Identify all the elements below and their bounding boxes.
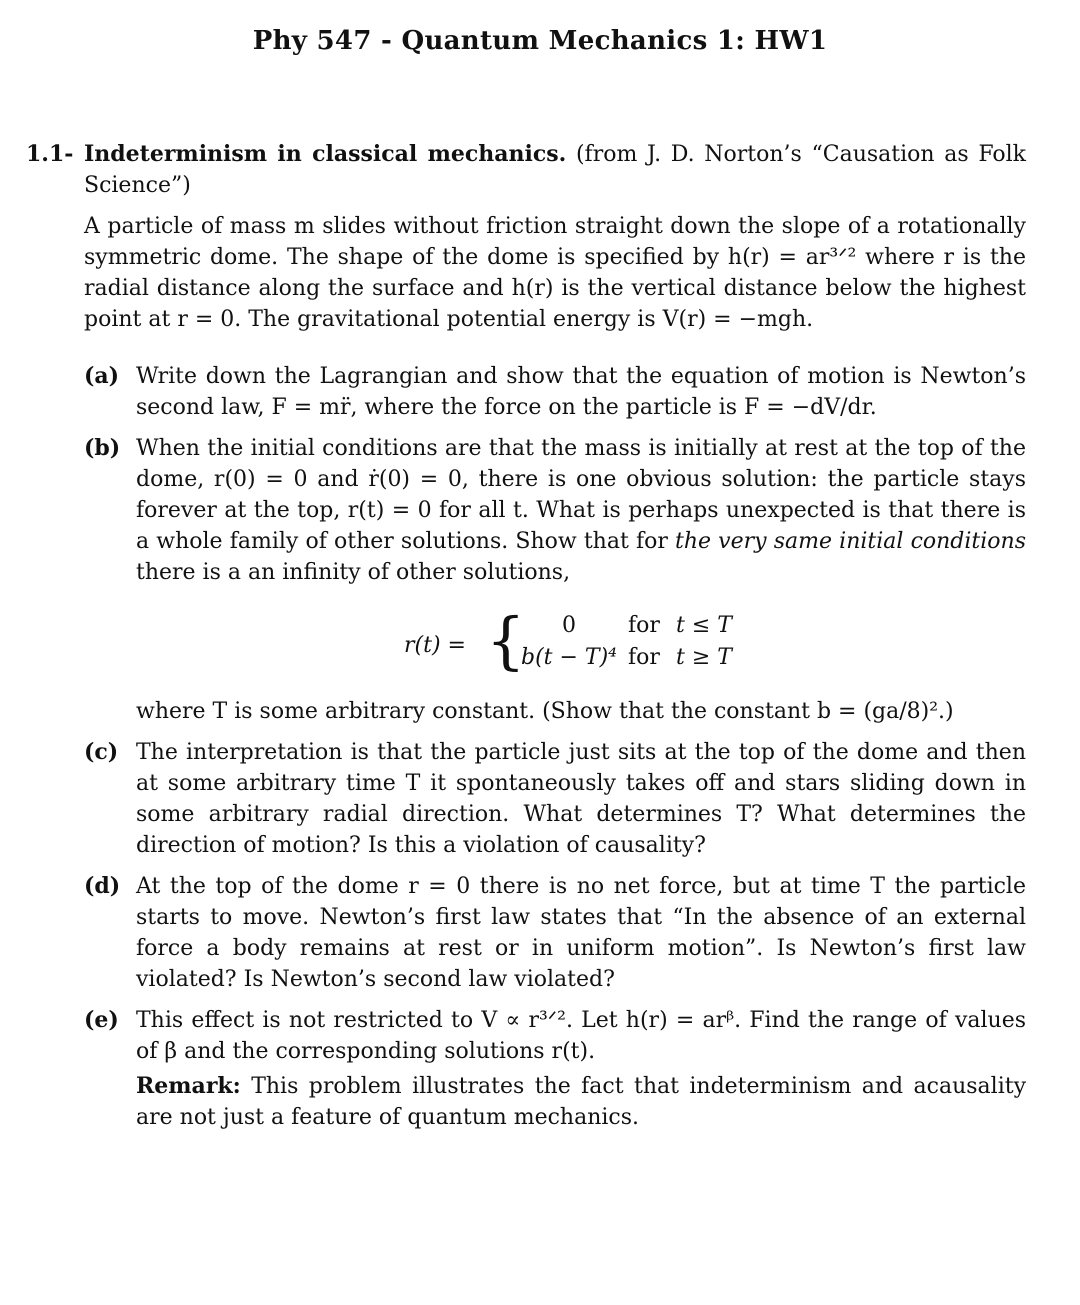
part-label: (d): [84, 873, 121, 899]
problem-header: [26, 139, 1026, 201]
part-label: (a): [84, 363, 120, 389]
equation-case: 0: [562, 613, 576, 638]
part-text: The interpretation is that the particle just sits at the top of the dome and then at some arbitrary time T it spontaneously takes off and stars sliding down in some arbitrary radial direction. What determines T? What determines the direction of motion? Is this a violation of causality?: [136, 740, 1026, 858]
part-label: (e): [84, 1007, 119, 1033]
part-d: [84, 871, 1026, 995]
part-b: [84, 433, 1026, 727]
remark-text: This problem illustrates the fact that indeterminism and acausality are not just a feature of quantum mechanics.: [136, 1074, 1026, 1130]
part-label: (b): [84, 435, 121, 461]
part-text-continued: there is a an infinity of other solutions,: [136, 560, 571, 585]
problem-heading: [84, 139, 1026, 201]
problem-intro: A particle of mass m slides without friction straight down the slope of a rotationally symmetric dome. The shape of the dome is specified by h(r) = ar³ᐟ² where r is the radial distance along the surface and h(r) is the vertical distance below the highest point at r = 0. The gravitational potential energy is V(r) = −mgh.: [84, 214, 1026, 332]
part-label: (c): [84, 739, 119, 765]
part-emphasis: the very same initial conditions: [675, 529, 1027, 554]
equation-for: for: [628, 613, 660, 638]
piecewise-equation: [136, 602, 1026, 692]
equation-case: b(t − T)⁴: [520, 645, 617, 670]
equation-brace: {: [486, 604, 526, 677]
equation-lhs: r(t) =: [404, 633, 466, 658]
part-text: At the top of the dome r = 0 there is no net force, but at time T the particle starts to move. Newton’s first law states that “In the absence of an external force a body remains at rest or in uniform motion”. Is Newton’s first law violated? Is Newton’s second law violated?: [136, 874, 1026, 992]
remark-label: Remark:: [136, 1073, 241, 1099]
problem-1-1: [26, 139, 1026, 1143]
part-text: This effect is not restricted to V ∝ r³ᐟ². Let h(r) = arᵝ. Find the range of values of β and the corresponding solutions r(t).: [136, 1008, 1026, 1064]
part-e: [84, 1005, 1026, 1133]
equation-condition: t ≥ T: [676, 645, 732, 670]
problem-number: 1.1-: [26, 141, 74, 167]
problem-parts: [84, 361, 1026, 1133]
equation-condition: t ≤ T: [676, 613, 732, 638]
problem-source: (from J. D. Norton’s “Causation as Folk Science”): [84, 142, 1026, 198]
equation-row: [510, 642, 732, 673]
part-c: [84, 737, 1026, 861]
part-followup: where T is some arbitrary constant. (Show that the constant b = (ga/8)².): [136, 699, 954, 724]
equation-row: [510, 610, 732, 641]
page-title: Phy 547 - Quantum Mechanics 1: HW1: [252, 26, 828, 56]
part-text: When the initial conditions are that the mass is initially at rest at the top of the dome, r(0) = 0 and ṙ(0) = 0, there is one obvious solution: the particle stays forever at the top, r(t) = 0 for all t. What is perhaps unexpected is that there is a whole family of other solutions. Show that for: [136, 436, 1026, 554]
remark: [136, 1071, 1026, 1133]
problem-title: Indeterminism in classical mechanics.: [84, 141, 567, 167]
equation-for: for: [628, 645, 660, 670]
part-a: [84, 361, 1026, 423]
part-text: Write down the Lagrangian and show that the equation of motion is Newton’s second law, F = mr̈, where the force on the particle is F = −dV/dr.: [136, 364, 1026, 420]
